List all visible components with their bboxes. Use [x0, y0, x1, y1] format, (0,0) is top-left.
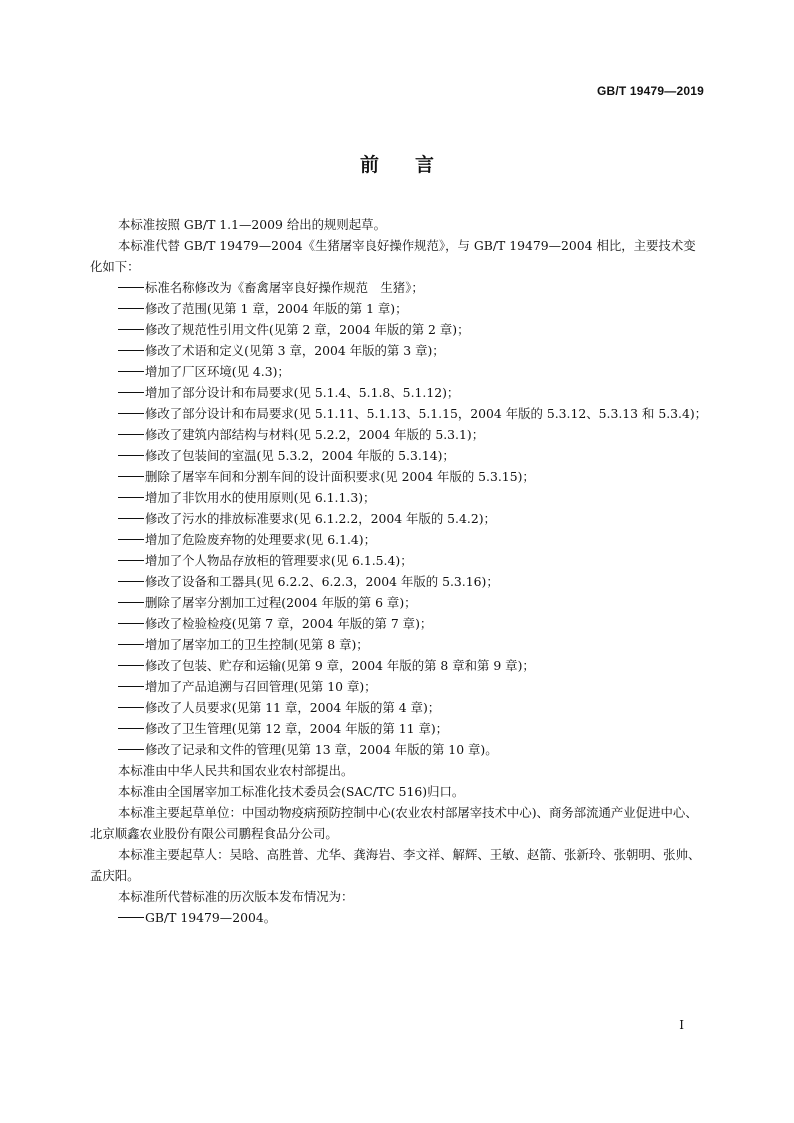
change-item [90, 739, 706, 760]
change-item [90, 550, 706, 571]
change-item-text: 修改了部分设计和布局要求(见 5.1.11、5.1.13、5.1.15，2004 年版的 5.3.12、5.3.13 和 5.3.4)； [145, 406, 708, 421]
em-dash-mark [118, 602, 144, 603]
change-item [90, 340, 706, 361]
change-item [90, 655, 706, 676]
change-item-text: 增加了危险废弃物的处理要求(见 6.1.4)； [145, 532, 376, 547]
em-dash-mark [118, 434, 144, 435]
change-item-text: 增加了产品追溯与召回管理(见第 10 章)； [145, 679, 377, 694]
paragraph-drafting-rules: 本标准按照 GB/T 1.1—2009 给出的规则起草。 [118, 217, 386, 232]
change-item [90, 571, 706, 592]
em-dash-mark [118, 728, 144, 729]
change-item [90, 676, 706, 697]
change-item [90, 445, 706, 466]
change-item-text: 增加了屠宰加工的卫生控制(见第 8 章)； [145, 637, 369, 652]
paragraph-replacement-intro: 本标准代替 GB/T 19479—2004《生猪屠宰良好操作规范》，与 GB/T 19479—2004 相比，主要技术变化如下： [90, 238, 696, 274]
em-dash-mark [118, 518, 144, 519]
history-item-text: GB/T 19479—2004。 [145, 910, 277, 925]
em-dash-mark [118, 623, 144, 624]
standard-code: GB/T 19479—2019 [596, 84, 704, 98]
change-item-text: 修改了包装、贮存和运输(见第 9 章，2004 年版的第 8 章和第 9 章)； [145, 658, 535, 673]
em-dash-mark [118, 749, 144, 750]
change-item [90, 613, 706, 634]
changes-list [90, 277, 706, 760]
em-dash-mark [118, 287, 144, 288]
change-item [90, 487, 706, 508]
em-dash-mark [118, 539, 144, 540]
em-dash-mark [118, 707, 144, 708]
page-title: 前言 [359, 154, 470, 176]
em-dash-mark [118, 413, 144, 414]
change-item-text: 删除了屠宰分割加工过程(2004 年版的第 6 章)； [145, 595, 417, 610]
em-dash-mark [118, 455, 144, 456]
change-item [90, 403, 706, 424]
paragraph-drafters: 本标准主要起草人：吴晗、高胜普、尤华、龚海岩、李文祥、解辉、王敏、赵箭、张新玲、张朝明、张帅、孟庆阳。 [90, 847, 701, 883]
em-dash-mark [118, 917, 144, 918]
change-item [90, 466, 706, 487]
change-item-text: 增加了部分设计和布局要求(见 5.1.4、5.1.8、5.1.12)； [145, 385, 460, 400]
change-item-text: 修改了术语和定义(见第 3 章，2004 年版的第 3 章)； [145, 343, 445, 358]
change-item [90, 718, 706, 739]
em-dash-mark [118, 476, 144, 477]
history-list [90, 907, 706, 928]
change-item [90, 508, 706, 529]
page-number: I [679, 1018, 684, 1032]
change-item-text: 修改了设备和工器具(见 6.2.2、6.2.3，2004 年版的 5.3.16)； [145, 574, 499, 589]
change-item-text: 修改了规范性引用文件(见第 2 章，2004 年版的第 2 章)； [145, 322, 470, 337]
change-item [90, 592, 706, 613]
em-dash-mark [118, 308, 144, 309]
change-item [90, 697, 706, 718]
change-item [90, 361, 706, 382]
change-item [90, 424, 706, 445]
paragraph-drafting-units: 本标准主要起草单位：中国动物疫病预防控制中心(农业农村部屠宰技术中心)、商务部流通产业促进中心、北京顺鑫农业股份有限公司鹏程食品分公司。 [90, 805, 698, 841]
change-item [90, 277, 706, 298]
change-item-text: 修改了污水的排放标准要求(见 6.1.2.2，2004 年版的 5.4.2)； [145, 511, 496, 526]
em-dash-mark [118, 497, 144, 498]
change-item-text: 修改了记录和文件的管理(见第 13 章，2004 年版的第 10 章)。 [145, 742, 498, 757]
change-item-text: 增加了个人物品存放柜的管理要求(见 6.1.5.4)； [145, 553, 413, 568]
change-item [90, 298, 706, 319]
em-dash-mark [118, 560, 144, 561]
change-item-text: 修改了人员要求(见第 11 章，2004 年版的第 4 章)； [145, 700, 441, 715]
change-item-text: 标准名称修改为《畜禽屠宰良好操作规范 生猪》； [145, 280, 424, 295]
change-item [90, 634, 706, 655]
em-dash-mark [118, 644, 144, 645]
paragraph-proposed-by: 本标准由中华人民共和国农业农村部提出。 [118, 763, 354, 778]
change-item-text: 修改了建筑内部结构与材料(见 5.2.2，2004 年版的 5.3.1)； [145, 427, 485, 442]
em-dash-mark [118, 329, 144, 330]
change-item-text: 删除了屠宰车间和分割车间的设计面积要求(见 2004 年版的 5.3.15)； [145, 469, 535, 484]
change-item-text: 增加了厂区环境(见 4.3)； [145, 364, 290, 379]
change-item-text: 修改了检验检疫(见第 7 章，2004 年版的第 7 章)； [145, 616, 433, 631]
em-dash-mark [118, 581, 144, 582]
em-dash-mark [118, 686, 144, 687]
change-item-text: 修改了范围(见第 1 章，2004 年版的第 1 章)； [145, 301, 408, 316]
history-item [90, 907, 706, 928]
em-dash-mark [118, 371, 144, 372]
change-item-text: 增加了非饮用水的使用原则(见 6.1.1.3)； [145, 490, 376, 505]
change-item [90, 529, 706, 550]
change-item [90, 319, 706, 340]
change-item [90, 382, 706, 403]
paragraph-managed-by: 本标准由全国屠宰加工标准化技术委员会(SAC/TC 516)归口。 [118, 784, 465, 799]
em-dash-mark [118, 392, 144, 393]
paragraph-history-intro: 本标准所代替标准的历次版本发布情况为： [118, 889, 354, 904]
document-body [90, 214, 706, 928]
em-dash-mark [118, 665, 144, 666]
change-item-text: 修改了卫生管理(见第 12 章，2004 年版的第 11 章)； [145, 721, 449, 736]
change-item-text: 修改了包装间的室温(见 5.3.2，2004 年版的 5.3.14)； [145, 448, 455, 463]
em-dash-mark [118, 350, 144, 351]
